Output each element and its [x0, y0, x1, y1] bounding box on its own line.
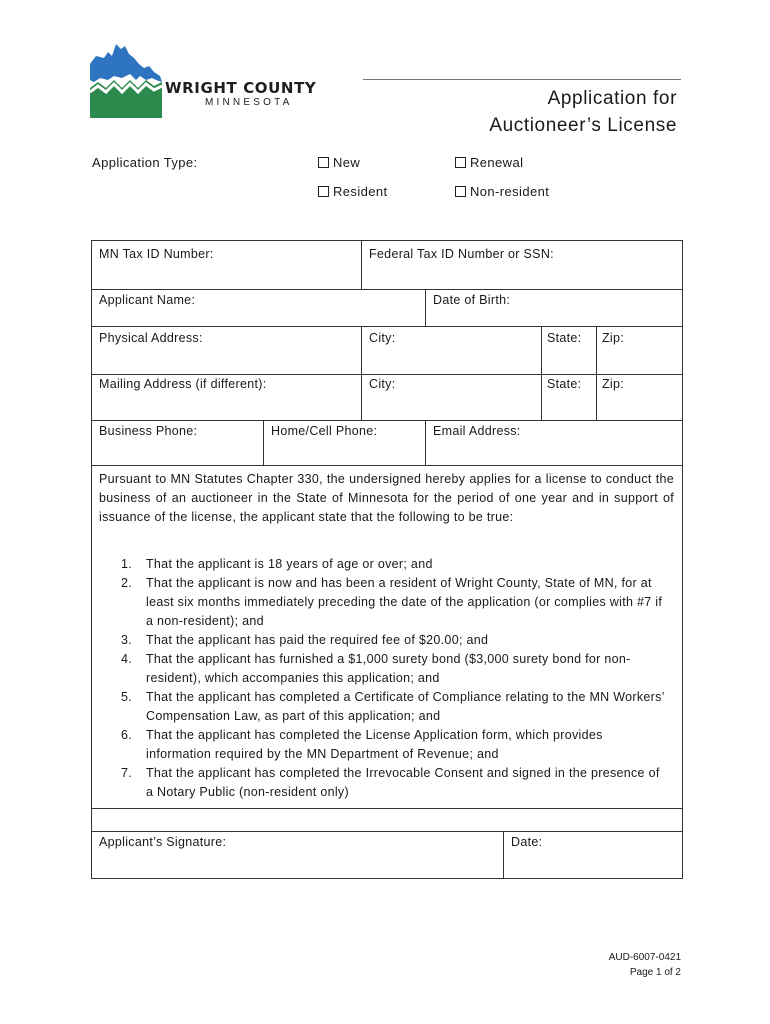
list-item-text: That the applicant has furnished a $1,000 surety bond ($3,000 surety bond for non-resident), which accompanies this application; and: [146, 652, 631, 685]
row-divider: [92, 326, 682, 327]
list-item-text: That the applicant has completed a Certificate of Compliance relating to the MN Workers’ Compensation Law, as part of this application; and: [146, 690, 665, 723]
application-form-table: [91, 240, 683, 879]
applicant-name-field[interactable]: Applicant Name:: [99, 293, 196, 307]
state-field[interactable]: State:: [547, 331, 582, 345]
list-item-number: 1.: [121, 557, 133, 571]
requirements-list: [99, 555, 669, 802]
list-item-number: 3.: [121, 633, 133, 647]
physical-address-field[interactable]: Physical Address:: [99, 331, 203, 345]
application-type-label: Application Type:: [92, 155, 198, 170]
home-cell-phone-field[interactable]: Home/Cell Phone:: [271, 424, 378, 438]
option-renewal-label: Renewal: [470, 155, 524, 170]
logo-title: WRIGHT COUNTY: [165, 79, 317, 97]
list-item-text: That the applicant has completed the License Application form, which provides information required by the MN Department of Revenue; and: [146, 728, 603, 761]
row-divider: [92, 831, 682, 832]
document-title: [489, 85, 677, 139]
mailing-state-field[interactable]: State:: [547, 377, 582, 391]
list-item: [99, 726, 669, 764]
list-item-number: 6.: [121, 728, 133, 742]
signature-date-field[interactable]: Date:: [511, 835, 543, 849]
checkbox-icon[interactable]: [455, 186, 466, 197]
checkbox-icon[interactable]: [318, 186, 329, 197]
list-item-text: That the applicant has completed the Irrevocable Consent and signed in the presence of a Notary Public (non-resident only): [146, 766, 660, 799]
applicant-signature-field[interactable]: Applicant’s Signature:: [99, 835, 227, 849]
logo-subtitle: MINNESOTA: [205, 97, 293, 108]
row-divider: [92, 465, 682, 466]
mailing-address-field[interactable]: Mailing Address (if different):: [99, 377, 267, 391]
list-item-number: 2.: [121, 576, 133, 590]
list-item: [99, 631, 669, 650]
list-item-number: 5.: [121, 690, 133, 704]
mailing-zip-field[interactable]: Zip:: [602, 377, 625, 391]
list-item-text: That the applicant is 18 years of age or over; and: [146, 557, 433, 571]
col-divider: [503, 831, 504, 878]
date-of-birth-field[interactable]: Date of Birth:: [433, 293, 511, 307]
title-line-1: Application for: [547, 88, 677, 109]
mailing-city-field[interactable]: City:: [369, 377, 396, 391]
row-divider: [92, 808, 682, 809]
option-new-label: New: [333, 155, 361, 170]
mn-tax-id-field[interactable]: MN Tax ID Number:: [99, 247, 214, 261]
title-line-2: Auctioneer’s License: [489, 115, 677, 136]
zip-field[interactable]: Zip:: [602, 331, 625, 345]
list-item: [99, 555, 669, 574]
statute-statement: Pursuant to MN Statutes Chapter 330, the undersigned hereby applies for a license to conduct the business of an auctioneer in the State of Minnesota for the period of one year and in support of issuance of the license, the applicant state that the following to be true:: [99, 472, 674, 524]
business-phone-field[interactable]: Business Phone:: [99, 424, 198, 438]
email-address-field[interactable]: Email Address:: [433, 424, 521, 438]
option-non-resident[interactable]: [455, 184, 549, 199]
col-divider: [596, 326, 597, 420]
form-code: AUD-6007-0421: [608, 952, 681, 963]
option-renewal[interactable]: [455, 155, 523, 170]
header-rule: [363, 79, 681, 80]
option-resident[interactable]: [318, 184, 388, 199]
list-item-text: That the applicant is now and has been a resident of Wright County, State of MN, for at least six months immediately preceding the date of the application (or complies with #7 if a non-resident); and: [146, 576, 663, 628]
col-divider: [361, 241, 362, 289]
list-item: [99, 574, 669, 631]
list-item: [99, 650, 669, 688]
checkbox-icon[interactable]: [455, 157, 466, 168]
col-divider: [361, 326, 362, 420]
option-new[interactable]: [318, 155, 360, 170]
page-number: Page 1 of 2: [629, 967, 681, 978]
row-divider: [92, 289, 682, 290]
city-field[interactable]: City:: [369, 331, 396, 345]
col-divider: [541, 326, 542, 420]
row-divider: [92, 420, 682, 421]
list-item: [99, 764, 669, 802]
col-divider: [425, 289, 426, 326]
list-item: [99, 688, 669, 726]
list-item-text: That the applicant has paid the required fee of $20.00; and: [146, 633, 489, 647]
option-non-resident-label: Non-resident: [470, 184, 550, 199]
row-divider: [92, 374, 682, 375]
col-divider: [263, 420, 264, 465]
federal-tax-id-field[interactable]: Federal Tax ID Number or SSN:: [369, 247, 554, 261]
option-resident-label: Resident: [333, 184, 388, 199]
checkbox-icon[interactable]: [318, 157, 329, 168]
col-divider: [425, 420, 426, 465]
list-item-number: 7.: [121, 766, 133, 780]
list-item-number: 4.: [121, 652, 133, 666]
page-footer: [609, 950, 681, 980]
